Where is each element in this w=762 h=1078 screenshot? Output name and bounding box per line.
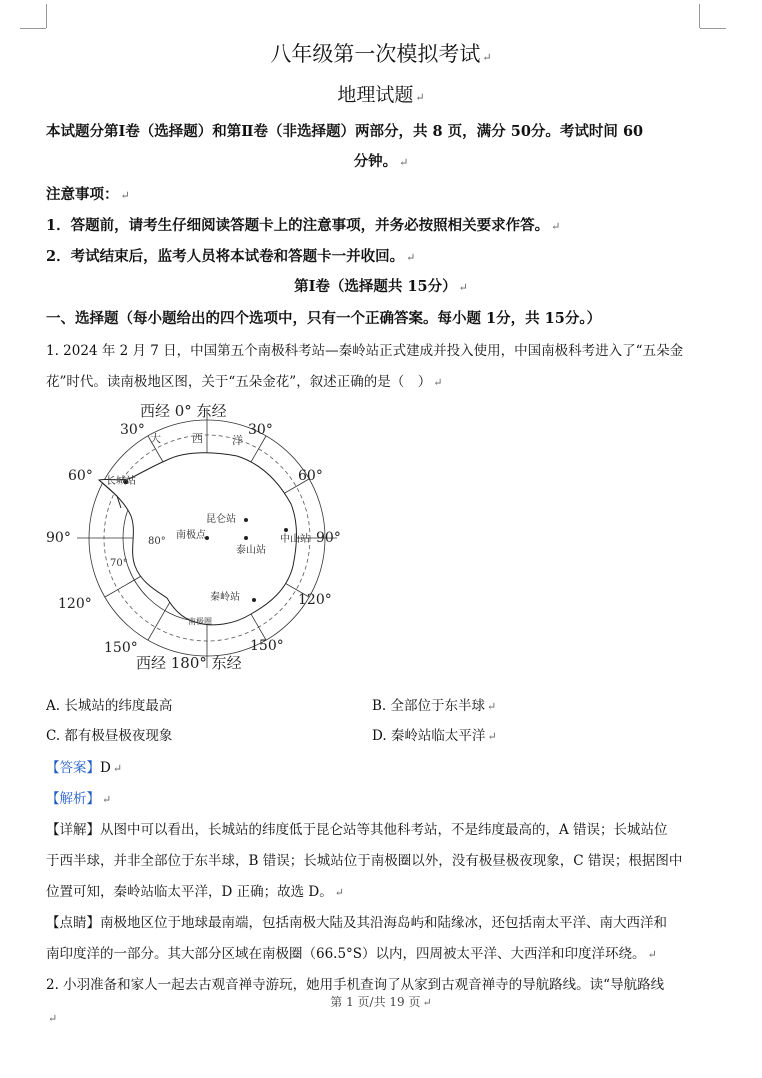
lon-60-left: 60° bbox=[68, 468, 93, 484]
q1-option-c: C. 都有极昼极夜现象 bbox=[46, 728, 173, 744]
q2-stem-line1: 2. 小羽准备和家人一起去古观音禅寺游玩，她用手机查询了从家到古观音禅寺的导航路线。读“导航路线 bbox=[46, 977, 665, 993]
station-qinling: 秦岭站 bbox=[210, 592, 240, 603]
lon-120-left: 120° bbox=[58, 596, 92, 612]
lon-120-right: 120° bbox=[298, 592, 332, 608]
taishan-dot bbox=[244, 536, 248, 540]
lon-30-right: 30° bbox=[248, 422, 273, 438]
q1-stem-line2: 花”时代。读南极地区图，关于“五朵金花”，叙述正确的是（ ） ↵ bbox=[46, 374, 443, 390]
page-footer: 第 1 页/共 19 页 ↵ bbox=[330, 995, 432, 1009]
section-title: 第Ⅰ卷（选择题共 15分） ↵ bbox=[294, 278, 468, 295]
lon-150-right: 150° bbox=[250, 638, 284, 654]
q1-detail-line3: 位置可知，秦岭站临太平洋，D 正确；故选 D。 ↵ bbox=[46, 884, 344, 900]
q1-comment-line2: 南印度洋的一部分。其大部分区域在南极圈（66.5°S）以内，四周被太平洋、大西洋和印度洋环绕。 ↵ bbox=[46, 946, 657, 962]
map-top-label: 西经 0° 东经 bbox=[140, 402, 227, 420]
q1-detail-line1: 【详解】从图中可以看出，长城站的纬度低于昆仑站等其他科考站，不是纬度最高的，A 错误；长城站位 bbox=[46, 822, 668, 838]
station-kunlun: 昆仑站 bbox=[206, 514, 236, 525]
map-bottom-label: 西经 180° 东经 bbox=[136, 654, 242, 672]
exam-title: 八年级第一次模拟考试 ↵ bbox=[270, 42, 492, 66]
lat-70-label: 70° bbox=[110, 558, 128, 569]
intro-line2: 分钟。 ↵ bbox=[353, 153, 409, 170]
part-title: 一、选择题（每小题给出的四个选项中，只有一个正确答案。每小题 1分，共 15分。） bbox=[46, 310, 602, 327]
q1-stem-line1: 1. 2024 年 2 月 7 日，中国第五个南极科考站—秦岭站正式建成并投入使用，中国南极科考进入了“五朵金 bbox=[46, 343, 684, 359]
ocean-char-2: 西 bbox=[192, 432, 203, 445]
lon-30-left: 30° bbox=[120, 422, 145, 438]
qinling-dot bbox=[252, 598, 256, 602]
polar-circle-label: 南极圈 bbox=[188, 617, 212, 626]
q1-detail-line2: 于西半球，并非全部位于东半球，B 错误；长城站位于南极圈以外，没有极昼极夜现象，C 错误；根据图中 bbox=[46, 853, 683, 869]
lon-90-left: 90° bbox=[46, 530, 71, 546]
intro-line1: 本试题分第Ⅰ卷（选择题）和第Ⅱ卷（非选择题）两部分，共 8 页，满分 50分。考试时间 60 bbox=[46, 123, 644, 140]
q1-comment-line1: 【点睛】南极地区位于地球最南端，包括南极大陆及其沿海岛屿和陆缘冰，还包括南太平洋、南大西洋和 bbox=[46, 915, 667, 931]
notice-title: 注意事项： ↵ bbox=[46, 186, 130, 203]
zhongshan-dot bbox=[284, 528, 288, 532]
q1-analysis-tag: 【解析】 ↵ bbox=[46, 791, 112, 807]
crop-mark-top-right bbox=[700, 28, 726, 29]
q1-option-d: D. 秦岭站临太平洋 ↵ bbox=[372, 728, 497, 744]
antarctic-map bbox=[40, 398, 360, 676]
q1-option-a: A. 长城站的纬度最高 bbox=[46, 698, 173, 714]
lon-150-left: 150° bbox=[104, 640, 138, 656]
notice-2: 2．考试结束后，监考人员将本试卷和答题卡一并收回。 ↵ bbox=[46, 248, 416, 265]
q1-answer: 【答案】D ↵ bbox=[46, 760, 123, 776]
station-zhongshan: 中山站 bbox=[280, 534, 310, 545]
crop-mark-top-left bbox=[20, 28, 46, 29]
exam-subtitle: 地理试题 ↵ bbox=[337, 84, 425, 106]
south-pole-label: 南极点 bbox=[176, 530, 206, 541]
trailing-para-mark: ↵ bbox=[48, 1012, 58, 1025]
lon-90-right: 90° bbox=[316, 530, 341, 546]
lat-80-label: 80° bbox=[148, 536, 166, 547]
kunlun-dot bbox=[244, 518, 248, 522]
ocean-char-1: 大 bbox=[150, 432, 161, 445]
lon-60-right: 60° bbox=[298, 468, 323, 484]
crop-mark-top-right-v bbox=[699, 4, 700, 28]
crop-mark-top-left-v bbox=[46, 4, 47, 28]
station-taishan: 泰山站 bbox=[236, 545, 266, 556]
notice-1: 1．答题前，请考生仔细阅读答题卡上的注意事项，并务必按照相关要求作答。 ↵ bbox=[46, 217, 561, 234]
q1-option-b: B. 全部位于东半球 ↵ bbox=[372, 698, 497, 714]
station-changcheng: 长城站 bbox=[106, 476, 136, 487]
ocean-char-3: 洋 bbox=[232, 434, 243, 447]
